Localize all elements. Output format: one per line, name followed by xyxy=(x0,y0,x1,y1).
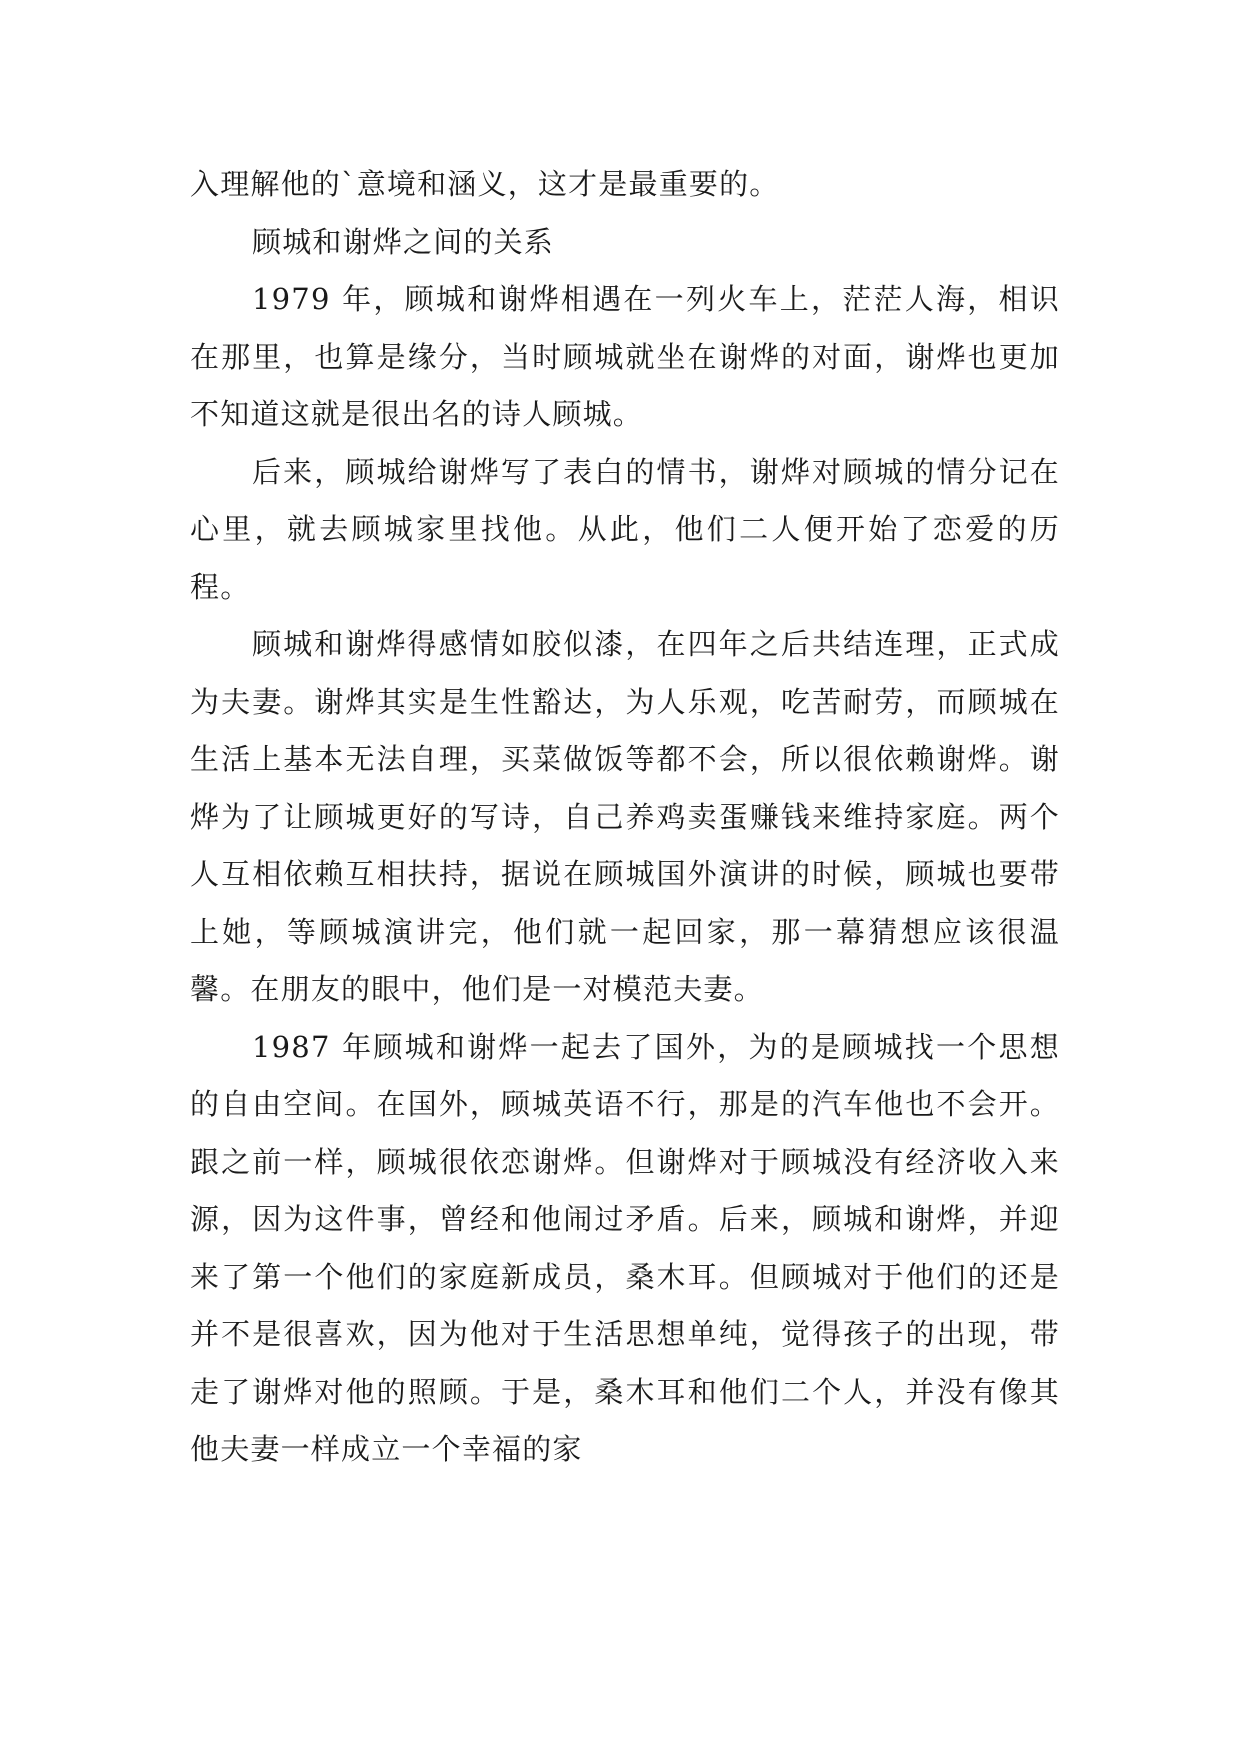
document-body xyxy=(190,156,1060,1479)
section-heading: 顾城和谢烨之间的关系 xyxy=(252,224,555,259)
paragraph-marriage: 顾城和谢烨得感情如胶似漆，在四年之后共结连理，正式成为夫妻。谢烨其实是生性豁达，为人乐观，吃苦耐劳，而顾城在生活上基本无法自理，买菜做饭等都不会，所以很依赖谢烨。谢烨为了让顾城更好的写诗，自己养鸡卖蛋赚钱来维持家庭。两个人互相依赖互相扶持，据说在顾城国外演讲的时候，顾城也要带上她，等顾城演讲完，他们就一起回家，那一幕猜想应该很温馨。在朋友的眼中，他们是一对模范夫妻。 xyxy=(190,627,1060,1006)
paragraph-love-letter: 后来，顾城给谢烨写了表白的情书，谢烨对顾城的情分记在心里，就去顾城家里找他。从此，他们二人便开始了恋爱的历程。 xyxy=(190,454,1060,604)
paragraph-1979: 1979 年，顾城和谢烨相遇在一列火车上，茫茫人海，相识在那里，也算是缘分，当时顾城就坐在谢烨的对面，谢烨也更加不知道这就是很出名的诗人顾城。 xyxy=(190,282,1060,431)
paragraph-1987: 1987 年顾城和谢烨一起去了国外，为的是顾城找一个思想的自由空间。在国外，顾城英语不行，那是的汽车他也不会开。跟之前一样，顾城很依恋谢烨。但谢烨对于顾城没有经济收入来源，因为这件事，曾经和他闹过矛盾。后来，顾城和谢烨，并迎来了第一个他们的家庭新成员，桑木耳。但顾城对于他们的还是并不是很喜欢，因为他对于生活思想单纯，觉得孩子的出现，带走了谢烨对他的照顾。于是，桑木耳和他们二个人，并没有像其他夫妻一样成立一个幸福的家 xyxy=(190,1029,1060,1466)
paragraph-continuation: 入理解他的`意境和涵义，这才是最重要的。 xyxy=(190,167,780,201)
